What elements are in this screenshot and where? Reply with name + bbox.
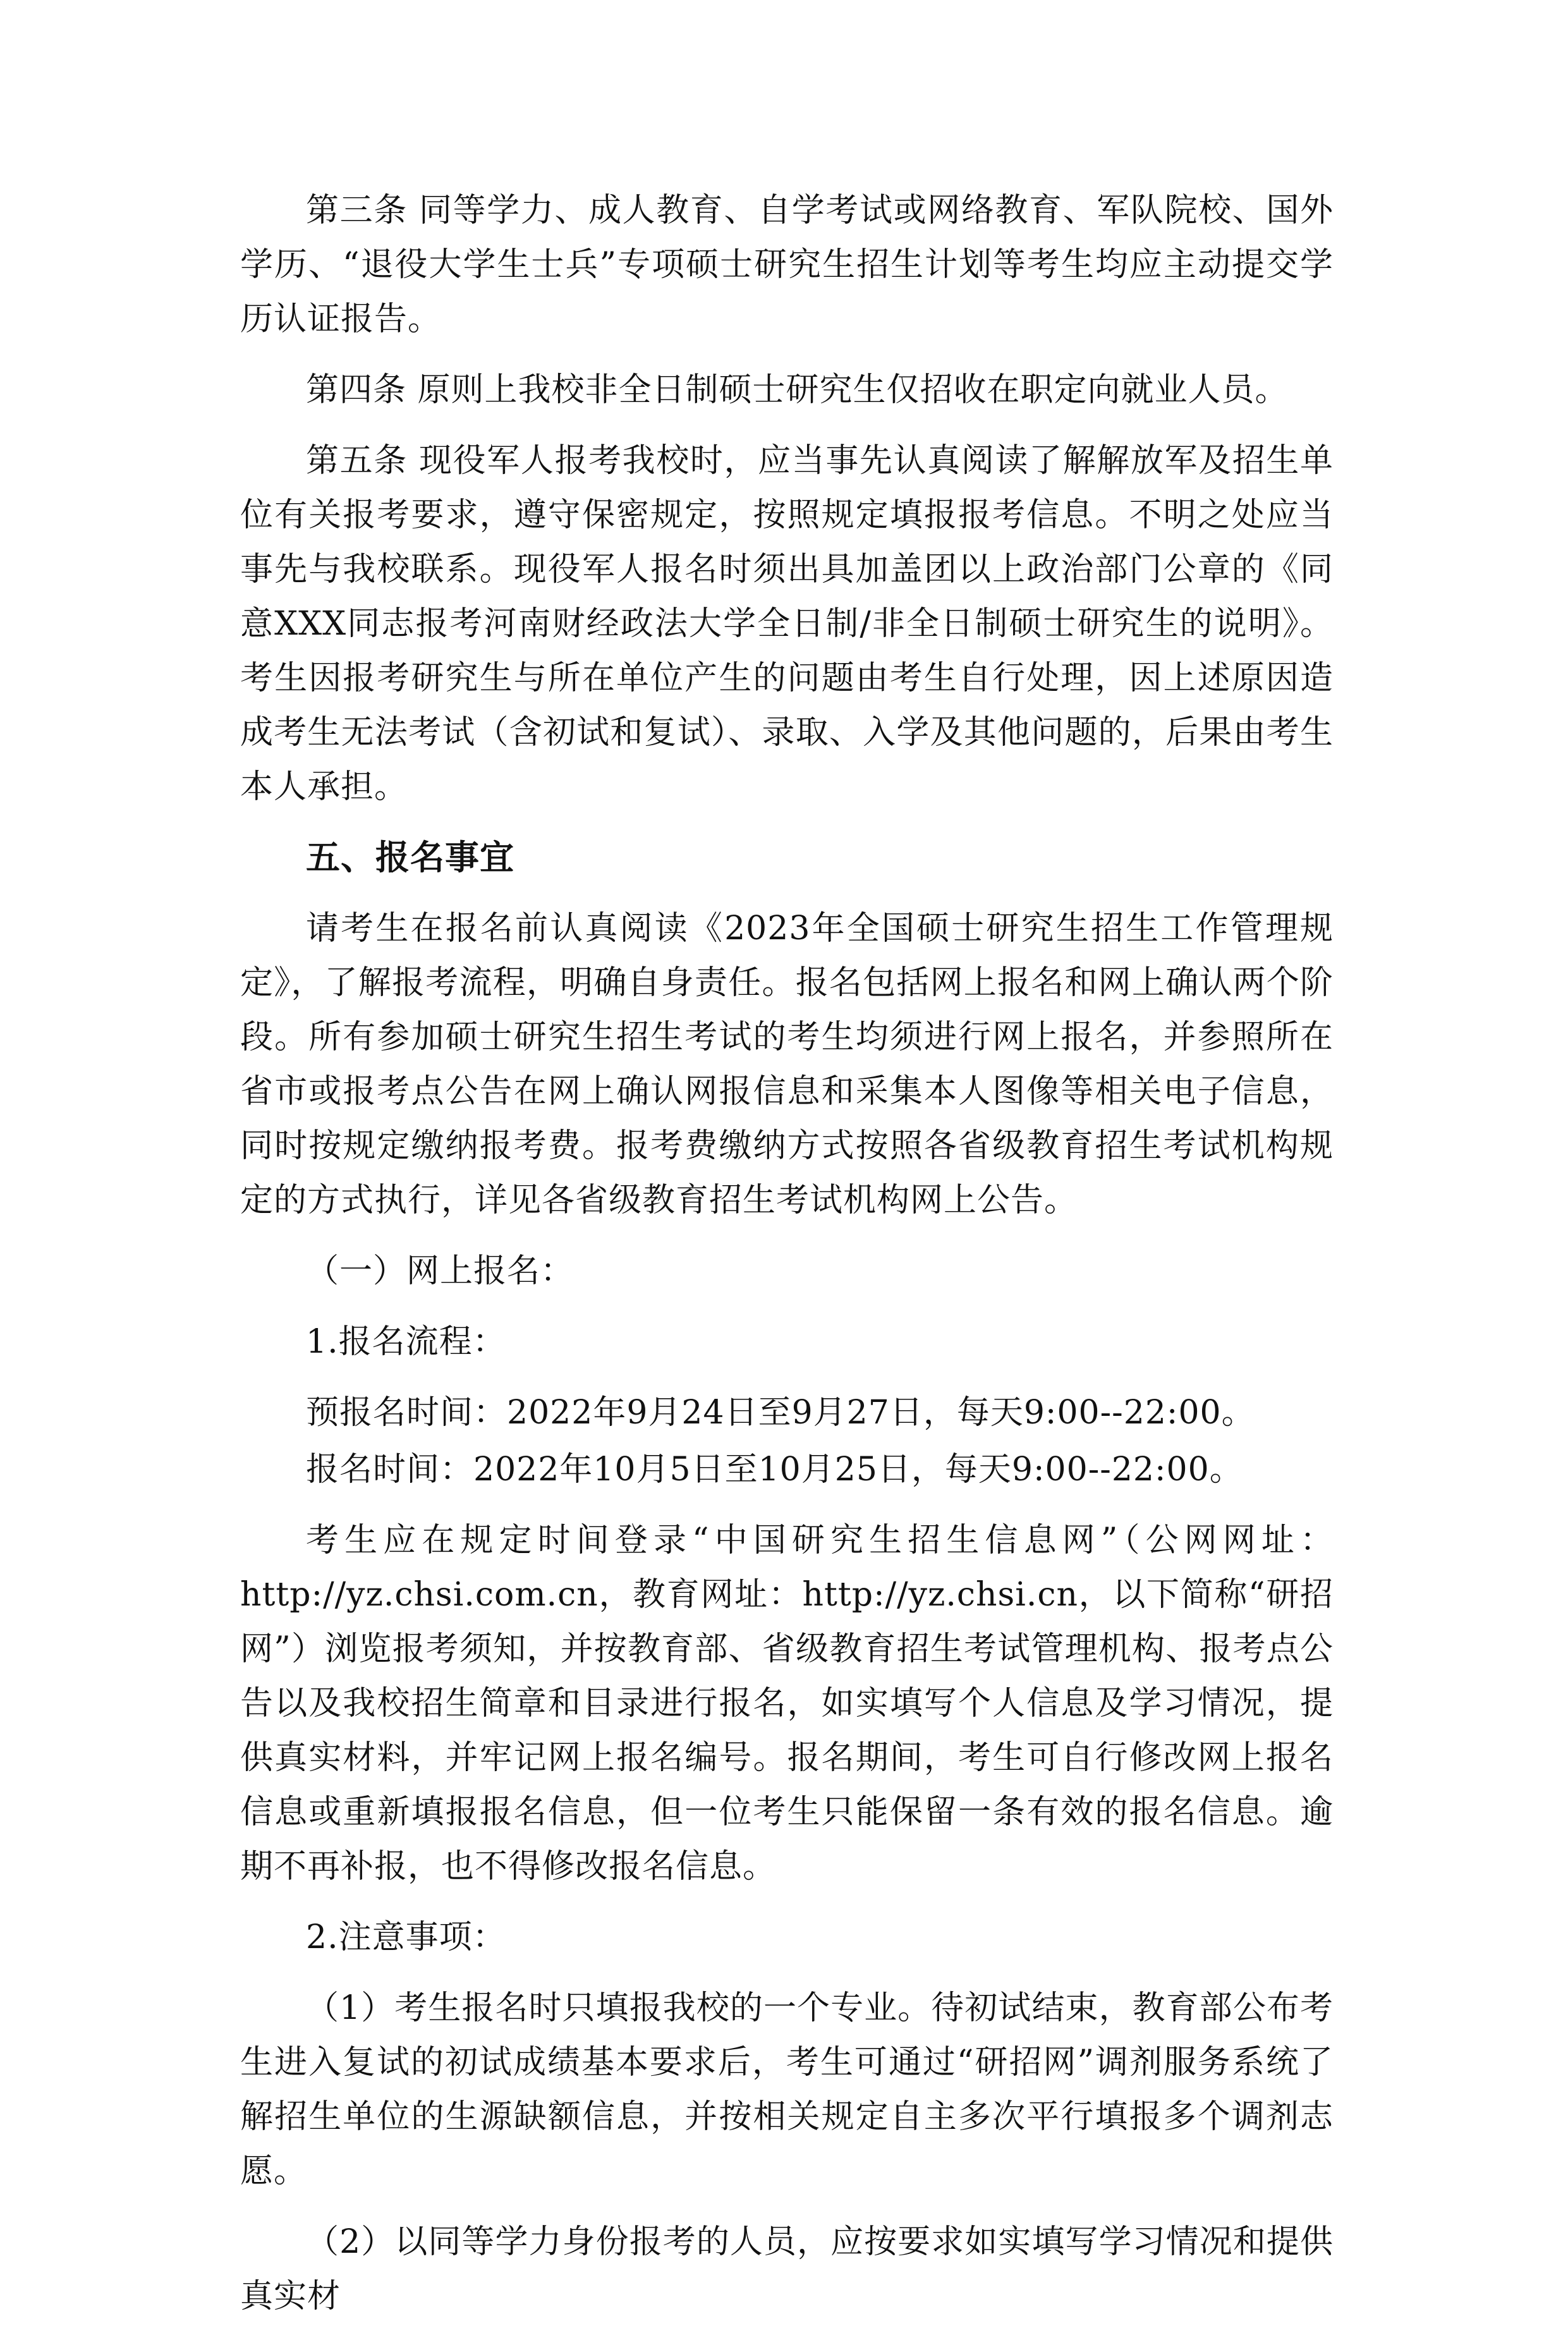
document-page <box>240 183 1334 2340</box>
registration-time: 报名时间：2022年10月5日至10月25日，每天9:00--22:00。 <box>306 1451 1243 1489</box>
item-1-heading: 1.报名流程： <box>306 1323 506 1361</box>
subsection-1-heading: （一）网上报名： <box>306 1252 574 1290</box>
note-1: （1）考生报名时只填报我校的一个专业。待初试结束，教育部公布考生进入复试的初试成绩基本要求后，考生可通过“研招网”调剂服务系统了解招生单位的生源缺额信息，并按相关规定自主多次平行填报多个调剂志愿。 <box>240 1989 1334 2190</box>
section-5-intro: 请考生在报名前认真阅读《2023年全国硕士研究生招生工作管理规定》，了解报考流程，明确自身责任。报名包括网上报名和网上确认两个阶段。所有参加硕士研究生招生考试的考生均须进行网上报名，并参照所在省市或报考点公告在网上确认网报信息和采集本人图像等相关电子信息，同时按规定缴纳报考费。报考费缴纳方式按照各省级教育招生考试机构规定的方式执行，详见各省级教育招生考试机构网上公告。 <box>240 910 1334 1219</box>
article-3: 第三条 同等学力、成人教育、自学考试或网络教育、军队院校、国外学历、“退役大学生士兵”专项硕士研究生招生计划等考生均应主动提交学历认证报告。 <box>240 192 1334 338</box>
pre-registration-time: 预报名时间：2022年9月24日至9月27日，每天9:00--22:00。 <box>306 1394 1255 1432</box>
note-2: （2）以同等学力身份报考的人员，应按要求如实填写学习情况和提供真实材 <box>240 2223 1334 2315</box>
item-2-heading: 2.注意事项： <box>306 1918 506 1956</box>
section-5-heading: 五、报名事宜 <box>306 838 514 877</box>
article-4: 第四条 原则上我校非全日制硕士研究生仅招收在职定向就业人员。 <box>306 371 1289 409</box>
login-instructions: 考生应在规定时间登录“中国研究生招生信息网”（公网网址：http://yz.chsi.com.cn，教育网址：http://yz.chsi.cn，以下简称“研招网”）浏览报考须知，并按教育部、省级教育招生考试管理机构、报考点公告以及我校招生简章和目录进行报名，如实填写个人信息及学习情况，提供真实材料，并牢记网上报名编号。报名期间，考生可自行修改网上报名信息或重新填报报名信息，但一位考生只能保留一条有效的报名信息。逾期不再补报，也不得修改报名信息。 <box>240 1521 1334 1886</box>
article-5: 第五条 现役军人报考我校时，应当事先认真阅读了解解放军及招生单位有关报考要求，遵守保密规定，按照规定填报报考信息。不明之处应当事先与我校联系。现役军人报名时须出具加盖团以上政治部门公章的《同意XXX同志报考河南财经政法大学全日制/非全日制硕士研究生的说明》。考生因报考研究生与所在单位产生的问题由考生自行处理，因上述原因造成考生无法考试（含初试和复试）、录取、入学及其他问题的，后果由考生本人承担。 <box>240 442 1334 806</box>
